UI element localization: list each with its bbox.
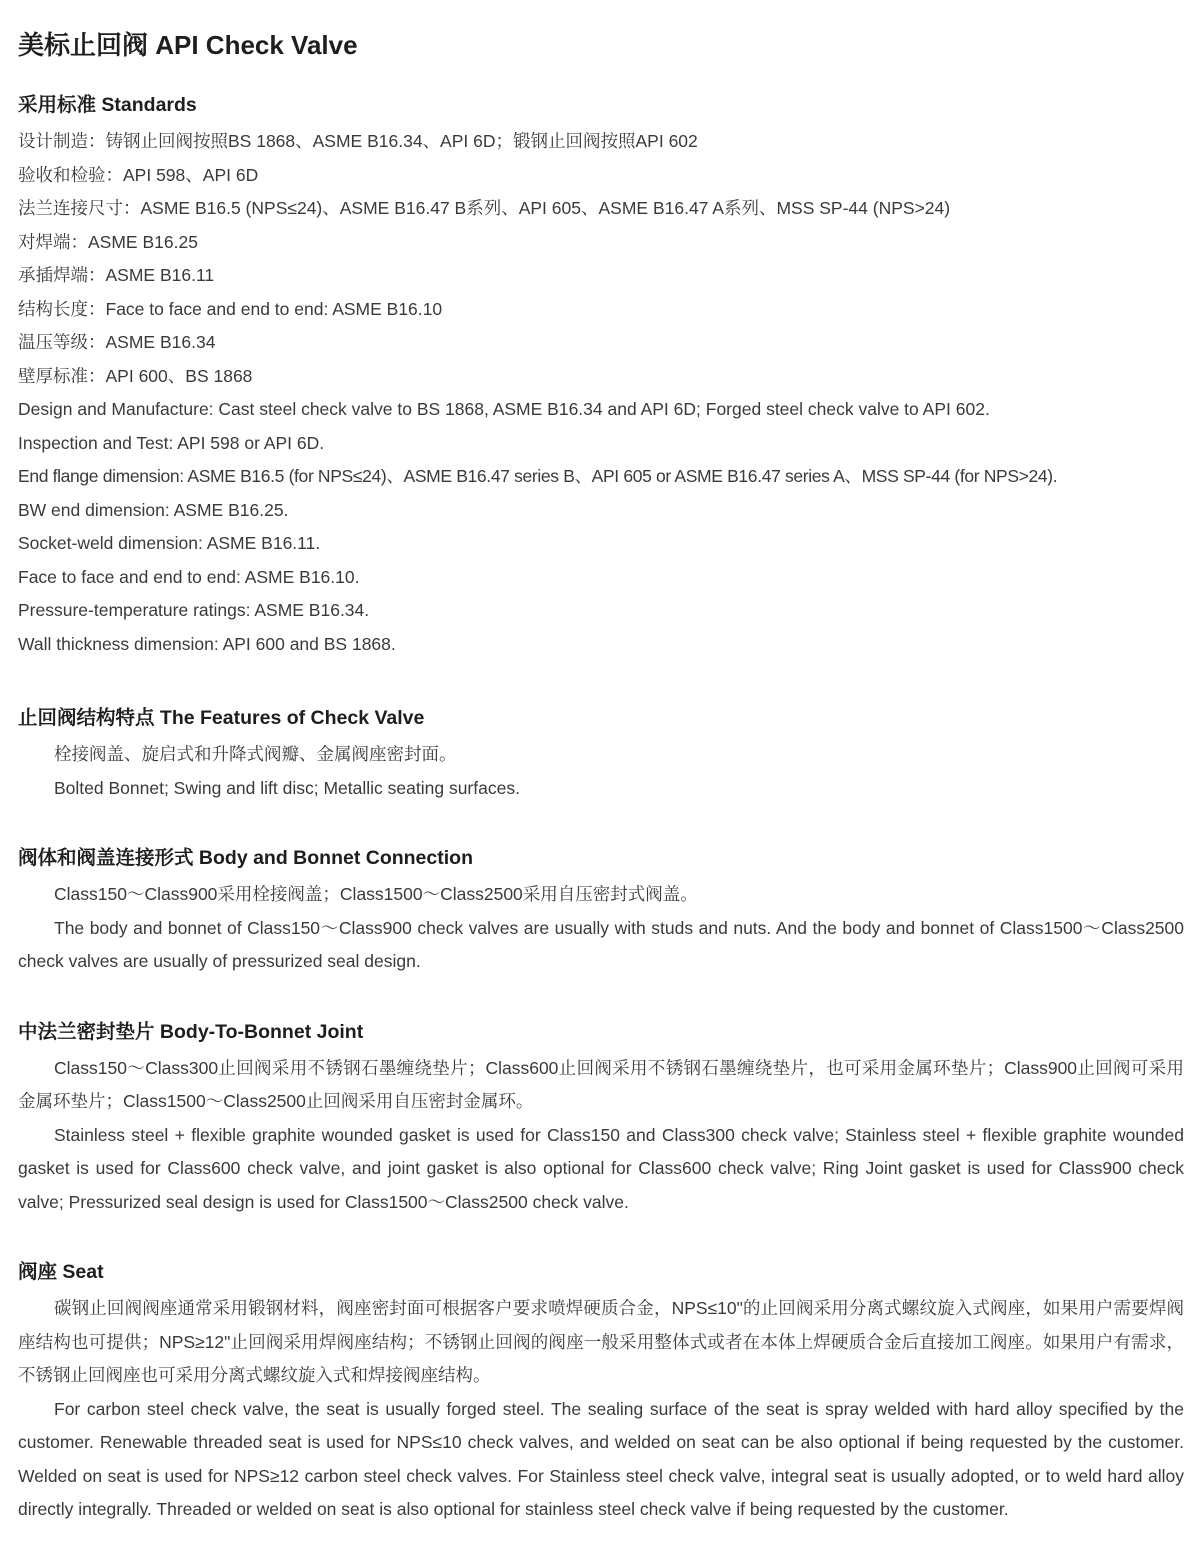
connection-heading: 阀体和阀盖连接形式 Body and Bonnet Connection xyxy=(18,847,473,869)
seat-section xyxy=(18,1257,1184,1527)
standards-line: 温压等级：ASME B16.34 xyxy=(18,332,216,352)
standards-line: 对焊端：ASME B16.25 xyxy=(18,231,198,252)
connection-paragraph: The body and bonnet of Class150～Class900 check valves are usually with studs and nuts. And the body and bonnet of Class1500～Class2500 check valves are usually of pressurized seal design. xyxy=(18,917,1184,971)
features-line: 栓接阀盖、旋启式和升降式阀瓣、金属阀座密封面。 xyxy=(54,744,457,764)
seat-paragraph: For carbon steel check valve, the seat is usually forged steel. The sealing surface of the seat is spray welded with hard alloy specified by the customer. Renewable threaded seat is used for NPS≤10 check valves, and welded on seat can be also optional if being requested by the customer. Welded on seat is used for NPS≥12 carbon steel check valves. For Stainless steel check valve, integral seat is usually adopted, or to weld hard alloy directly integrally. Threaded or welded on seat is also optional for stainless steel check valve if being requested by the customer. xyxy=(18,1398,1184,1519)
standards-section xyxy=(18,90,1184,661)
standards-line: 壁厚标准：API 600、BS 1868 xyxy=(18,365,253,386)
page-title: 美标止回阀 API Check Valve xyxy=(18,30,358,60)
seat-heading: 阀座 Seat xyxy=(18,1261,104,1283)
standards-line: Design and Manufacture: Cast steel check valve to BS 1868, ASME B16.34 and API 6D; Forged steel check valve to API 602. xyxy=(18,399,990,419)
features-line: Bolted Bonnet; Swing and lift disc; Metallic seating surfaces. xyxy=(54,777,520,798)
standards-heading: 采用标准 Standards xyxy=(18,94,197,116)
standards-line: End flange dimension: ASME B16.5 (for NPS≤24)、ASME B16.47 series B、API 605 or ASME B16.47 series A、MSS SP-44 (for NPS>24). xyxy=(18,466,1058,486)
standards-line: Socket-weld dimension: ASME B16.11. xyxy=(18,533,321,553)
features-heading: 止回阀结构特点 The Features of Check Valve xyxy=(18,707,425,729)
seat-paragraph: 碳钢止回阀阀座通常采用锻钢材料，阀座密封面可根据客户要求喷焊硬质合金，NPS≤10"的止回阀采用分离式螺纹旋入式阀座，如果用户需要焊阀座结构也可提供；NPS≥12"止回阀采用焊阀座结构；不锈钢止回阀的阀座一般采用整体式或者在本体上焊硬质合金后直接加工阀座。如果用户有需求，不锈钢止回阀座也可采用分离式螺纹旋入式和焊接阀座结构。 xyxy=(18,1298,1184,1385)
standards-line: Face to face and end to end: ASME B16.10. xyxy=(18,566,360,587)
standards-line: 验收和检验：API 598、API 6D xyxy=(18,164,259,185)
connection-paragraph: Class150～Class900采用栓接阀盖；Class1500～Class2500采用自压密封式阀盖。 xyxy=(54,884,698,904)
joint-section xyxy=(18,1017,1184,1220)
standards-line: Wall thickness dimension: API 600 and BS 1868. xyxy=(18,633,396,654)
standards-line: 承插焊端：ASME B16.11 xyxy=(18,265,215,285)
standards-line: 结构长度：Face to face and end to end: ASME B16.10 xyxy=(18,298,443,319)
standards-line: Inspection and Test: API 598 or API 6D. xyxy=(18,432,325,453)
joint-paragraph: Stainless steel + flexible graphite wounded gasket is used for Class150 and Class300 check valve; Stainless steel + flexible graphite wounded gasket is used for Class600 check valve, and joint gasket is also optional for Class600 check valve; Ring Joint gasket is used for Class900 check valve; Pressurized seal design is used for Class1500～Class2500 check valve. xyxy=(18,1124,1184,1212)
joint-heading: 中法兰密封垫片 Body-To-Bonnet Joint xyxy=(18,1020,364,1043)
standards-line: 设计制造：铸钢止回阀按照BS 1868、ASME B16.34、API 6D；锻钢止回阀按照API 602 xyxy=(18,131,698,151)
standards-line: BW end dimension: ASME B16.25. xyxy=(18,499,289,520)
joint-paragraph: Class150～Class300止回阀采用不锈钢石墨缠绕垫片；Class600止回阀采用不锈钢石墨缠绕垫片，也可采用金属环垫片；Class900止回阀可采用金属环垫片；Class1500～Class2500止回阀采用自压密封金属环。 xyxy=(18,1057,1184,1111)
standards-line: 法兰连接尺寸：ASME B16.5 (NPS≤24)、ASME B16.47 B系列、API 605、ASME B16.47 A系列、MSS SP-44 (NPS>24) xyxy=(18,198,951,218)
features-section xyxy=(18,703,1184,805)
connection-section xyxy=(18,843,1184,979)
standards-line: Pressure-temperature ratings: ASME B16.34. xyxy=(18,600,370,620)
